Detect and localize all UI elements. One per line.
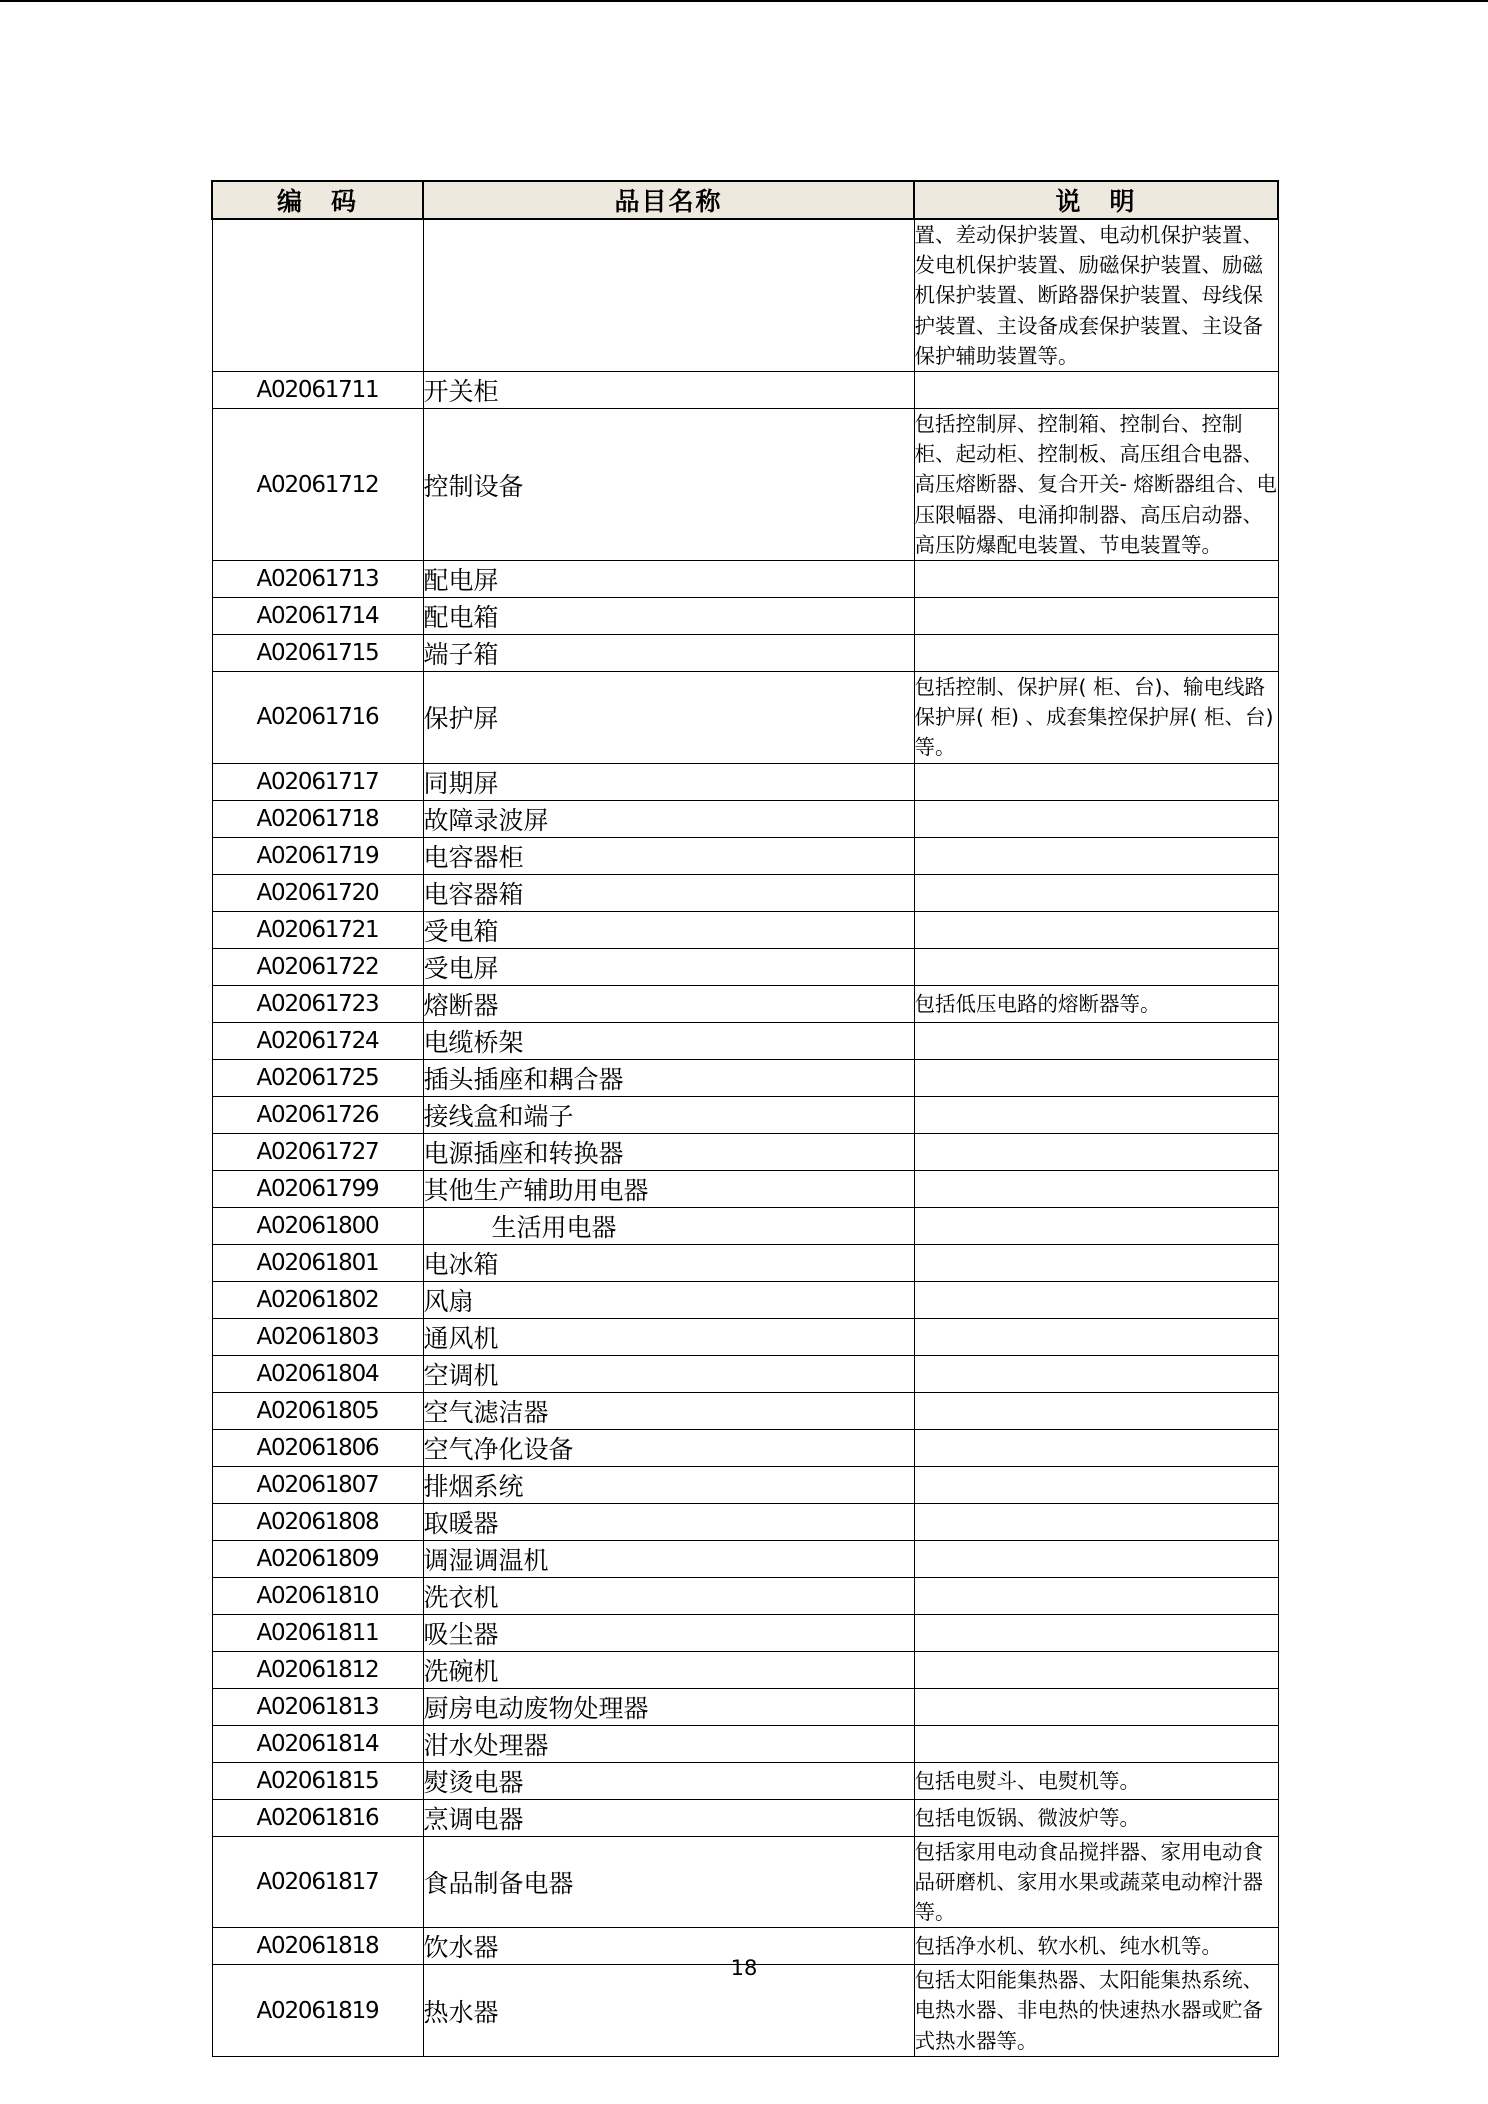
code-cell: A02061811 bbox=[212, 1614, 423, 1651]
desc-cell bbox=[914, 948, 1278, 985]
table-row bbox=[212, 1836, 1278, 1928]
desc-cell bbox=[914, 1096, 1278, 1133]
table-row bbox=[212, 1355, 1278, 1392]
table-row bbox=[212, 1725, 1278, 1762]
code-cell: A02061800 bbox=[212, 1207, 423, 1244]
name-cell: 风扇 bbox=[423, 1281, 914, 1318]
code-cell bbox=[212, 219, 423, 372]
table-row bbox=[212, 1762, 1278, 1799]
desc-cell: 包括太阳能集热器、太阳能集热系统、电热水器、非电热的快速热水器或贮备式热水器等。 bbox=[914, 1965, 1278, 2057]
desc-cell bbox=[914, 1540, 1278, 1577]
desc-cell bbox=[914, 1355, 1278, 1392]
table-row bbox=[212, 1466, 1278, 1503]
table-row bbox=[212, 1651, 1278, 1688]
table-row bbox=[212, 1281, 1278, 1318]
table-row bbox=[212, 1688, 1278, 1725]
code-cell: A02061724 bbox=[212, 1022, 423, 1059]
header-code: 编 码 bbox=[212, 181, 423, 219]
code-cell: A02061720 bbox=[212, 874, 423, 911]
code-cell: A02061713 bbox=[212, 561, 423, 598]
code-cell: A02061805 bbox=[212, 1392, 423, 1429]
table-row bbox=[212, 1503, 1278, 1540]
name-cell: 其他生产辅助用电器 bbox=[423, 1170, 914, 1207]
table-row bbox=[212, 1096, 1278, 1133]
code-cell: A02061810 bbox=[212, 1577, 423, 1614]
code-cell: A02061809 bbox=[212, 1540, 423, 1577]
code-cell: A02061803 bbox=[212, 1318, 423, 1355]
table-row bbox=[212, 409, 1278, 561]
desc-cell bbox=[914, 1688, 1278, 1725]
code-cell: A02061816 bbox=[212, 1799, 423, 1836]
name-cell: 生活用电器 bbox=[423, 1207, 914, 1244]
table-row bbox=[212, 1540, 1278, 1577]
name-cell: 调湿调温机 bbox=[423, 1540, 914, 1577]
desc-cell bbox=[914, 763, 1278, 800]
table-row bbox=[212, 1577, 1278, 1614]
code-cell: A02061802 bbox=[212, 1281, 423, 1318]
code-cell: A02061727 bbox=[212, 1133, 423, 1170]
table-row bbox=[212, 800, 1278, 837]
top-rule bbox=[0, 0, 1488, 2]
desc-cell bbox=[914, 837, 1278, 874]
name-cell: 插头插座和耦合器 bbox=[423, 1059, 914, 1096]
table-row bbox=[212, 1133, 1278, 1170]
table-row bbox=[212, 1429, 1278, 1466]
desc-cell bbox=[914, 598, 1278, 635]
code-cell: A02061812 bbox=[212, 1651, 423, 1688]
desc-cell bbox=[914, 1503, 1278, 1540]
desc-cell bbox=[914, 800, 1278, 837]
name-cell: 故障录波屏 bbox=[423, 800, 914, 837]
desc-cell bbox=[914, 874, 1278, 911]
table-header bbox=[212, 181, 1278, 219]
desc-cell bbox=[914, 1392, 1278, 1429]
name-cell: 熔断器 bbox=[423, 985, 914, 1022]
name-cell: 电冰箱 bbox=[423, 1244, 914, 1281]
table-row bbox=[212, 372, 1278, 409]
desc-cell bbox=[914, 1207, 1278, 1244]
page-number: 18 bbox=[730, 1956, 758, 1980]
desc-cell bbox=[914, 1281, 1278, 1318]
name-cell: 吸尘器 bbox=[423, 1614, 914, 1651]
code-cell: A02061807 bbox=[212, 1466, 423, 1503]
header-desc: 说 明 bbox=[914, 181, 1278, 219]
name-cell: 排烟系统 bbox=[423, 1466, 914, 1503]
code-cell: A02061722 bbox=[212, 948, 423, 985]
table-row bbox=[212, 874, 1278, 911]
desc-cell: 包括家用电动食品搅拌器、家用电动食品研磨机、家用水果或蔬菜电动榨汁器等。 bbox=[914, 1836, 1278, 1928]
name-cell: 空气净化设备 bbox=[423, 1429, 914, 1466]
name-cell: 洗衣机 bbox=[423, 1577, 914, 1614]
desc-cell bbox=[914, 561, 1278, 598]
name-cell: 受电屏 bbox=[423, 948, 914, 985]
name-cell: 洗碗机 bbox=[423, 1651, 914, 1688]
table-row bbox=[212, 1207, 1278, 1244]
desc-cell: 包括电饭锅、微波炉等。 bbox=[914, 1799, 1278, 1836]
desc-cell bbox=[914, 372, 1278, 409]
name-cell: 保护屏 bbox=[423, 672, 914, 764]
desc-cell: 包括控制屏、控制箱、控制台、控制柜、起动柜、控制板、高压组合电器、高压熔断器、复合开关- 熔断器组合、电压限幅器、电涌抑制器、高压启动器、高压防爆配电装置、节电装置等。 bbox=[914, 409, 1278, 561]
code-cell: A02061815 bbox=[212, 1762, 423, 1799]
code-cell: A02061813 bbox=[212, 1688, 423, 1725]
code-cell: A02061711 bbox=[212, 372, 423, 409]
table-row bbox=[212, 985, 1278, 1022]
name-cell: 泔水处理器 bbox=[423, 1725, 914, 1762]
table-row bbox=[212, 672, 1278, 764]
table-row bbox=[212, 1392, 1278, 1429]
desc-cell bbox=[914, 1022, 1278, 1059]
name-cell: 饮水器 bbox=[423, 1928, 914, 1965]
code-cell: A02061799 bbox=[212, 1170, 423, 1207]
name-cell: 熨烫电器 bbox=[423, 1762, 914, 1799]
table-row bbox=[212, 1022, 1278, 1059]
table-row bbox=[212, 1614, 1278, 1651]
table-row bbox=[212, 219, 1278, 372]
table-row bbox=[212, 561, 1278, 598]
code-cell: A02061725 bbox=[212, 1059, 423, 1096]
table-row bbox=[212, 911, 1278, 948]
name-cell: 端子箱 bbox=[423, 635, 914, 672]
name-cell: 热水器 bbox=[423, 1965, 914, 2057]
code-cell: A02061819 bbox=[212, 1965, 423, 2057]
desc-cell bbox=[914, 1614, 1278, 1651]
desc-cell bbox=[914, 1170, 1278, 1207]
code-cell: A02061818 bbox=[212, 1928, 423, 1965]
table-row bbox=[212, 1170, 1278, 1207]
code-cell: A02061714 bbox=[212, 598, 423, 635]
desc-cell bbox=[914, 635, 1278, 672]
name-cell: 接线盒和端子 bbox=[423, 1096, 914, 1133]
name-cell: 控制设备 bbox=[423, 409, 914, 561]
name-cell: 空调机 bbox=[423, 1355, 914, 1392]
table-row bbox=[212, 1244, 1278, 1281]
code-cell: A02061712 bbox=[212, 409, 423, 561]
name-cell: 电源插座和转换器 bbox=[423, 1133, 914, 1170]
code-cell: A02061715 bbox=[212, 635, 423, 672]
name-cell: 电缆桥架 bbox=[423, 1022, 914, 1059]
table-body bbox=[212, 219, 1278, 2056]
desc-cell bbox=[914, 1244, 1278, 1281]
table-row bbox=[212, 1059, 1278, 1096]
table-row bbox=[212, 1318, 1278, 1355]
code-cell: A02061817 bbox=[212, 1836, 423, 1928]
name-cell: 厨房电动废物处理器 bbox=[423, 1688, 914, 1725]
desc-cell: 置、差动保护装置、电动机保护装置、发电机保护装置、励磁保护装置、励磁机保护装置、断路器保护装置、母线保护装置、主设备成套保护装置、主设备保护辅助装置等。 bbox=[914, 219, 1278, 372]
table-row bbox=[212, 763, 1278, 800]
code-cell: A02061806 bbox=[212, 1429, 423, 1466]
header-name: 品目名称 bbox=[423, 181, 914, 219]
desc-cell: 包括低压电路的熔断器等。 bbox=[914, 985, 1278, 1022]
desc-cell bbox=[914, 1059, 1278, 1096]
desc-cell bbox=[914, 911, 1278, 948]
table-row bbox=[212, 1799, 1278, 1836]
catalog-table bbox=[211, 180, 1279, 2057]
code-cell: A02061814 bbox=[212, 1725, 423, 1762]
name-cell bbox=[423, 219, 914, 372]
code-cell: A02061717 bbox=[212, 763, 423, 800]
desc-cell bbox=[914, 1429, 1278, 1466]
desc-cell bbox=[914, 1318, 1278, 1355]
table-row bbox=[212, 948, 1278, 985]
name-cell: 受电箱 bbox=[423, 911, 914, 948]
name-cell: 空气滤洁器 bbox=[423, 1392, 914, 1429]
code-cell: A02061801 bbox=[212, 1244, 423, 1281]
code-cell: A02061723 bbox=[212, 985, 423, 1022]
name-cell: 配电屏 bbox=[423, 561, 914, 598]
desc-cell: 包括电熨斗、电熨机等。 bbox=[914, 1762, 1278, 1799]
code-cell: A02061718 bbox=[212, 800, 423, 837]
table-row bbox=[212, 837, 1278, 874]
name-cell: 同期屏 bbox=[423, 763, 914, 800]
name-cell: 烹调电器 bbox=[423, 1799, 914, 1836]
name-cell: 配电箱 bbox=[423, 598, 914, 635]
desc-cell: 包括净水机、软水机、纯水机等。 bbox=[914, 1928, 1278, 1965]
name-cell: 电容器箱 bbox=[423, 874, 914, 911]
code-cell: A02061719 bbox=[212, 837, 423, 874]
table-row bbox=[212, 598, 1278, 635]
name-cell: 电容器柜 bbox=[423, 837, 914, 874]
code-cell: A02061804 bbox=[212, 1355, 423, 1392]
code-cell: A02061726 bbox=[212, 1096, 423, 1133]
desc-cell bbox=[914, 1651, 1278, 1688]
name-cell: 通风机 bbox=[423, 1318, 914, 1355]
code-cell: A02061721 bbox=[212, 911, 423, 948]
name-cell: 取暖器 bbox=[423, 1503, 914, 1540]
code-cell: A02061716 bbox=[212, 672, 423, 764]
name-cell: 开关柜 bbox=[423, 372, 914, 409]
table-row bbox=[212, 635, 1278, 672]
name-cell: 食品制备电器 bbox=[423, 1836, 914, 1928]
desc-cell bbox=[914, 1577, 1278, 1614]
code-cell: A02061808 bbox=[212, 1503, 423, 1540]
desc-cell bbox=[914, 1725, 1278, 1762]
desc-cell: 包括控制、保护屏( 柜、台)、输电线路保护屏( 柜) 、成套集控保护屏( 柜、台) 等。 bbox=[914, 672, 1278, 764]
desc-cell bbox=[914, 1133, 1278, 1170]
desc-cell bbox=[914, 1466, 1278, 1503]
